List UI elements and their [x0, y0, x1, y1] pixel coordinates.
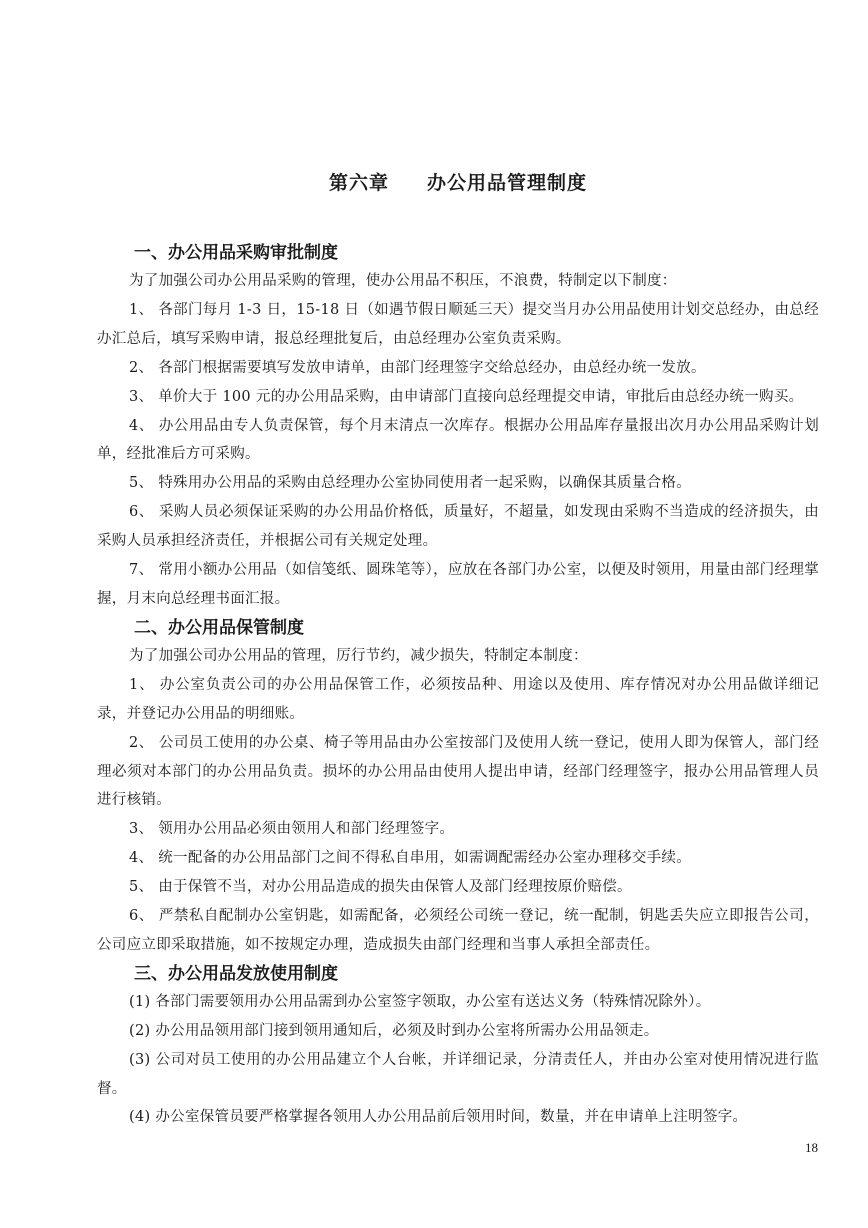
section-purchase-approval [97, 239, 819, 614]
section-custody [97, 614, 819, 960]
section-distribution [97, 960, 819, 1133]
page-content [97, 168, 819, 1132]
paragraph: 5、 特殊用办公用品的采购由总经理办公室协同使用者一起采购，以确保其质量合格。 [129, 475, 692, 492]
paragraph: (3) 公司对员工使用的办公用品建立个人台帐，并详细记录，分清责任人，并由办公室对使用情况进行监督。 [97, 1051, 819, 1097]
paragraph: 7、 常用小额办公用品（如信笺纸、圆珠笔等），应放在各部门办公室，以便及时领用，用量由部门经理掌握，月末向总经理书面汇报。 [97, 562, 819, 607]
paragraph: (4) 办公室保管员要严格掌握各领用人办公用品前后领用时间，数量，并在申请单上注明签字。 [129, 1109, 748, 1126]
paragraph: 6、 严禁私自配制办公室钥匙，如需配备，必须经公司统一登记，统一配制，钥匙丢失应立即报告公司，公司应立即采取措施，如不按规定办理，造成损失由部门经理和当事人承担全部责任。 [97, 908, 819, 953]
paragraph: 为了加强公司办公用品采购的管理，使办公用品不积压，不浪费，特制定以下制度： [129, 273, 677, 289]
paragraph: (1) 各部门需要领用办公用品需到办公室签字领取，办公室有送达义务（特殊情况除外）。 [129, 993, 711, 1010]
paragraph: 为了加强公司办公用品的管理，厉行节约，减少损失，特制定本制度： [129, 647, 588, 664]
paragraph: 5、 由于保管不当，对办公用品造成的损失由保管人及部门经理按原价赔偿。 [129, 879, 632, 896]
section-heading: 三、办公用品发放使用制度 [134, 963, 338, 984]
paragraph: 6、 采购人员必须保证采购的办公用品价格低，质量好，不超量，如发现由采购不当造成的经济损失，由采购人员承担经济责任，并根据公司有关规定处理。 [97, 504, 819, 550]
paragraph: 1、 各部门每月 1-3 日，15-18 日（如遇节假日顺延三天）提交当月办公用品使用计划交总经办，由总经办汇总后，填写采购申请，报总经理批复后，由总经理办公室负责采购。 [97, 301, 819, 347]
section-heading: 二、办公用品保管制度 [134, 617, 304, 638]
page-number: 18 [805, 1140, 818, 1155]
paragraph: (2) 办公用品领用部门接到领用通知后，必须及时到办公室将所需办公用品领走。 [129, 1022, 659, 1039]
paragraph: 2、 各部门根据需要填写发放申请单，由部门经理签字交给总经办，由总经办统一发放。 [129, 359, 706, 376]
paragraph: 3、 领用办公用品必须由领用人和部门经理签字。 [129, 821, 455, 838]
paragraph: 4、 统一配备的办公用品部门之间不得私自串用，如需调配需经办公室办理移交手续。 [129, 850, 692, 867]
paragraph: 3、 单价大于 100 元的办公用品采购，由申请部门直接向总经理提交申请，审批后由总经办统一购买。 [129, 388, 804, 405]
section-heading: 一、办公用品采购审批制度 [134, 243, 338, 263]
paragraph: 2、 公司员工使用的办公桌、椅子等用品由办公室按部门及使用人统一登记，使用人即为保管人，部门经理必须对本部门的办公用品负责。损坏的办公用品由使用人提出申请，经部门经理签字，报办公用品管理人员进行核销。 [97, 734, 819, 809]
paragraph: 4、 办公用品由专人负责保管，每个月末清点一次库存。根据办公用品库存量报出次月办公用品采购计划单，经批准后方可采购。 [97, 417, 819, 463]
paragraph: 1、 办公室负责公司的办公用品保管工作，必须按品种、用途以及使用、库存情况对办公用品做详细记录，并登记办公用品的明细账。 [97, 676, 819, 722]
chapter-title: 第六章 办公用品管理制度 [328, 172, 588, 194]
